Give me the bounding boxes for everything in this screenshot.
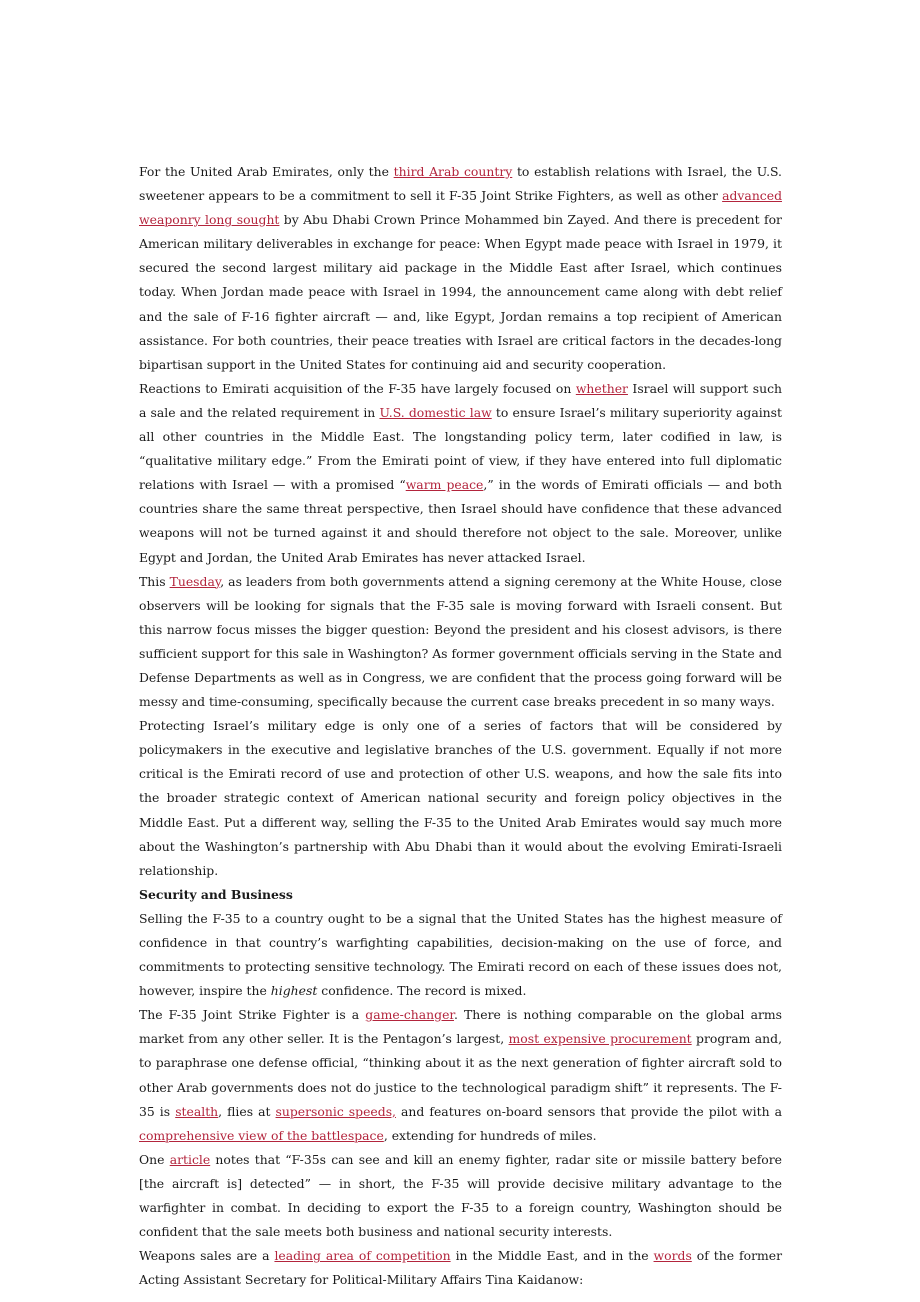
text-run: For the United Arab Emirates, only the [139, 164, 394, 179]
paragraph-5 [139, 907, 782, 1003]
link-leading-area-of-competition[interactable]: leading area of competition [274, 1248, 451, 1264]
text-run: in the Middle East, and in the [450, 1248, 654, 1264]
text-run: and features on-board sensors that provide the pilot with a [396, 1103, 783, 1119]
link-most-expensive-procurement[interactable]: most expensive procurement [508, 1031, 692, 1047]
link-game-changer[interactable]: game-changer [365, 1007, 454, 1023]
text-run: notes that “F-35s can see and kill an enemy fighter, radar site or missile battery before [the aircraft is] detected” — in short, the F-35 will provide decisive military advantage to the warfighter in combat. In deciding to export the F-35 to a foreign country, Washington should be confident that the sale meets both business and national security interests. [139, 1151, 782, 1240]
link-battlespace[interactable]: comprehensive view of the battlespace [139, 1127, 384, 1143]
text-run: , flies at [218, 1103, 276, 1119]
paragraph-4: Protecting Israel’s military edge is only one of a series of factors that will be considered by policymakers in the executive and legislative branches of the U.S. government. Equally if not more critical is the Emirati record of use and protection of other U.S. weapons, and how the sale fits into the broader strategic context of American national security and foreign policy objectives in the Middle East. Put a different way, selling the F-35 to the United Arab Emirates would say much more about the Washington’s partnership with Abu Dhabi than it would about the evolving Emirati-Israeli relationship. [139, 718, 782, 878]
link-supersonic-speeds[interactable]: supersonic speeds, [275, 1103, 396, 1119]
text-run: to establish relations with Israel, the U.S. sweetener appears to be a commitment to sell it F-35 Joint Strike Fighters, as well as other [139, 164, 782, 204]
text-run: to ensure Israel’s military superiority against all other countries in the Middle East. The longstanding policy term, later codified in law, is “qualitative military edge.” From the Emirati point of view, if they have entered into full diplomatic relations with Israel — with a promised “ [139, 404, 782, 493]
paragraph-2 [139, 377, 782, 570]
link-warm-peace[interactable]: warm peace [405, 477, 484, 493]
link-tuesday[interactable]: Tuesday [169, 573, 221, 589]
text-run: ,” in the words of Emirati officials — and both countries share the same threat perspective, then Israel should have confidence that these advanced weapons will not be turned against it and should therefore not object to the sale. Moreover, unlike Egypt and Jordan, the United Arab Emirates has never attacked Israel. [139, 477, 782, 565]
paragraph-1 [139, 160, 782, 377]
article-body [139, 160, 782, 1292]
emphasis-text: highest [270, 983, 318, 999]
link-advanced-weaponry[interactable]: advanced weaponry long sought [139, 188, 782, 228]
section-heading: Security and Business [139, 886, 293, 902]
link-whether[interactable]: whether [575, 380, 628, 396]
text-run: One [139, 1151, 170, 1167]
text-run: Israel will support such a sale and the related requirement in [139, 380, 783, 420]
link-article[interactable]: article [169, 1151, 211, 1167]
paragraph-6 [139, 1003, 782, 1148]
link-us-domestic-law[interactable]: U.S. domestic law [379, 404, 492, 420]
text-run: Reactions to Emirati acquisition of the F-35 have largely focused on [139, 380, 576, 396]
text-run: program and, to paraphrase one defense official, “thinking about it as the next generation of fighter aircraft sold to other Arab governments does not do justice to the technological paradigm shift” it represents. The F-35 is [139, 1031, 783, 1119]
paragraph-3 [139, 570, 782, 715]
paragraph-7 [139, 1148, 782, 1244]
link-words[interactable]: words [653, 1248, 692, 1264]
text-run: This [139, 573, 170, 589]
link-third-arab-country[interactable]: third Arab country [393, 164, 513, 179]
text-run: The F-35 Joint Strike Fighter is a [139, 1007, 366, 1023]
text-run: confidence. The record is mixed. [317, 983, 527, 999]
text-run: of the former Acting Assistant Secretary for Political-Military Affairs Tina Kaidanow: [139, 1248, 783, 1288]
text-run: , extending for hundreds of miles. [383, 1127, 597, 1143]
text-run: by Abu Dhabi Crown Prince Mohammed bin Zayed. And there is precedent for American military deliverables in exchange for peace: When Egypt made peace with Israel in 1979, it secured the second largest military aid package in the Middle East after Israel, which continues today. When Jordan made peace with Israel in 1994, the announcement came along with debt relief and the sale of F-16 fighter aircraft — and, like Egypt, Jordan remains a top recipient of American assistance. For both countries, their peace treaties with Israel are critical factors in the decades-long bipartisan support in the United States for continuing aid and security cooperation. [139, 212, 782, 372]
text-run: . There is nothing comparable on the global arms market from any other seller. It is the Pentagon’s largest, [139, 1007, 782, 1047]
link-stealth[interactable]: stealth [175, 1103, 219, 1119]
paragraph-8 [139, 1244, 782, 1292]
text-run: , as leaders from both governments attend a signing ceremony at the White House, close observers will be looking for signals that the F-35 sale is moving forward with Israeli consent. But this narrow focus misses the bigger question: Beyond the president and his closest advisors, is there sufficient support for this sale in Washington? As former government officials serving in the State and Defense Departments as well as in Congress, we are confident that the process going forward will be messy and time-consuming, specifically because the current case breaks precedent in so many ways. [139, 573, 783, 710]
text-run: Selling the F-35 to a country ought to be a signal that the United States has the highest measure of confidence in that country’s warfighting capabilities, decision-making on the use of force, and commitments to protecting sensitive technology. The Emirati record on each of these issues does not, however, inspire the [139, 910, 782, 999]
text-run: Weapons sales are a [139, 1248, 275, 1264]
